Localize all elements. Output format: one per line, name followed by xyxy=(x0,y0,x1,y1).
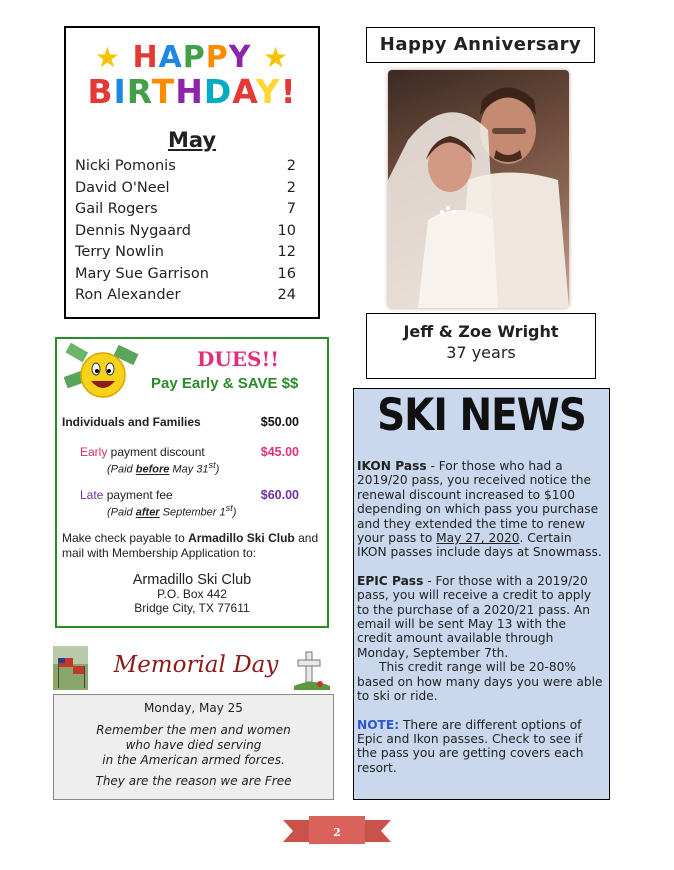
late-note-post: September 1 xyxy=(159,506,226,519)
heading-letter: Y xyxy=(228,40,252,75)
dues-instructions xyxy=(62,531,324,561)
memorial-line-4: They are the reason we are Free xyxy=(95,774,292,788)
birthday-list-item xyxy=(75,242,296,264)
birthday-list-item xyxy=(75,264,296,286)
birthday-list-item xyxy=(75,285,296,307)
anniversary-photo xyxy=(388,70,569,308)
ski-news-box xyxy=(353,388,610,800)
memorial-title: Memorial Day xyxy=(113,652,279,678)
star-icon: ★ xyxy=(262,41,290,74)
note-body: There are different options of Epic and Ikon passes. Check to see if the pass you are getting covers each resort. xyxy=(357,717,584,775)
birthday-name: Gail Rogers xyxy=(75,201,158,217)
couple-names: Jeff & Zoe Wright xyxy=(403,322,559,341)
ikon-heading: IKON Pass xyxy=(357,459,427,473)
dues-subtitle: Pay Early & SAVE $$ xyxy=(151,375,299,392)
note-paragraph xyxy=(357,718,603,776)
late-note-em: after xyxy=(135,506,160,519)
instructions-club: Armadillo Ski Club xyxy=(188,531,295,545)
late-note xyxy=(107,503,236,519)
epic-heading: EPIC Pass xyxy=(357,573,424,588)
heading-letter: A xyxy=(158,40,183,75)
heading-letter: T xyxy=(151,72,176,111)
late-amount: $60.00 xyxy=(260,488,299,502)
note-heading: NOTE: xyxy=(357,717,400,732)
birthday-list-item xyxy=(75,178,296,200)
dues-box xyxy=(55,337,329,628)
cross-icon xyxy=(294,650,330,690)
star-icon: ★ xyxy=(94,41,122,74)
ski-news-body xyxy=(357,459,603,789)
heading-letter: H xyxy=(132,40,159,75)
flag-field-icon xyxy=(53,646,88,690)
ikon-body-post: . Certain IKON passes include days at Snowmass. xyxy=(357,531,602,560)
instructions-post: and mail with Membership Application to: xyxy=(62,531,319,560)
month-heading: May xyxy=(167,128,217,152)
birthday-day: 24 xyxy=(277,287,296,303)
early-note-end: ) xyxy=(215,463,220,476)
early-note-sup: st xyxy=(208,460,216,470)
epic-body: - For those with a 2019/20 pass, you will receive a credit to apply to the purchase of a 2020/21 pass. An email will be sent May 13 with the credit amount available through Monday, September 7th. xyxy=(357,573,592,660)
dues-title: DUES!! xyxy=(197,347,280,371)
heading-letter: ! xyxy=(280,72,297,111)
memorial-text xyxy=(54,723,333,768)
birthday-name: David O'Neel xyxy=(75,179,170,196)
heading-letter: B xyxy=(87,72,114,111)
heading-letter: A xyxy=(232,72,256,111)
epic-paragraph-2: This credit range will be 20-80% based on how many days you were able to ski or ride. xyxy=(357,660,603,704)
early-note-post: May 31 xyxy=(169,463,209,476)
address-line-2: Bridge City, TX 77611 xyxy=(134,601,250,615)
birthday-box xyxy=(64,26,320,319)
late-note-sup: st xyxy=(225,503,233,513)
birthday-list-item xyxy=(75,156,296,178)
memorial-line-3: in the American armed forces. xyxy=(102,753,285,767)
birthday-day: 10 xyxy=(277,222,296,239)
birthday-list xyxy=(75,156,296,307)
birthday-day: 2 xyxy=(286,179,296,196)
birthday-heading xyxy=(66,72,318,111)
late-label xyxy=(80,488,173,502)
early-amount: $45.00 xyxy=(260,445,299,459)
memorial-line-2: who have died serving xyxy=(125,738,262,752)
anniversary-caption xyxy=(366,313,596,379)
anniversary-years: 37 years xyxy=(446,343,516,362)
individuals-label: Individuals and Families xyxy=(62,415,201,429)
birthday-name: Terry Nowlin xyxy=(75,244,164,260)
ikon-body-pre: - For those who had a 2019/20 pass, you received notice the renewal discount increased to $100 depending on which pass you purchase and they extended the time to renew your pass to xyxy=(357,459,599,546)
early-note-em: before xyxy=(135,463,170,476)
club-address xyxy=(57,573,327,615)
birthday-name: Ron Alexander xyxy=(75,287,181,303)
ikon-paragraph xyxy=(357,459,603,560)
early-note xyxy=(107,460,219,476)
late-rest: payment fee xyxy=(103,488,173,502)
heading-letter: Y xyxy=(255,72,281,111)
birthday-list-item xyxy=(75,199,296,221)
ikon-date: May 27, 2020 xyxy=(436,531,520,546)
ski-news-title: SKI NEWS xyxy=(377,389,586,442)
heading-letter: P xyxy=(205,40,229,75)
late-word: Late xyxy=(80,488,104,502)
early-word: Early xyxy=(80,445,108,459)
address-line-1: P.O. Box 442 xyxy=(157,587,227,601)
birthday-name: Mary Sue Garrison xyxy=(75,265,209,282)
birthday-day: 7 xyxy=(286,201,296,217)
early-label xyxy=(80,445,205,459)
birthday-day: 12 xyxy=(277,244,296,260)
smiley-money-icon xyxy=(63,343,143,403)
page-number: 2 xyxy=(333,826,341,839)
late-note-end: ) xyxy=(232,506,237,519)
happy-text xyxy=(132,40,251,75)
heading-letter: H xyxy=(175,72,204,111)
early-note-pre: (Paid xyxy=(107,463,136,476)
late-note-pre: (Paid xyxy=(107,506,136,519)
club-name: Armadillo Ski Club xyxy=(132,572,252,588)
birthday-name: Dennis Nygaard xyxy=(75,222,191,239)
birthday-day: 16 xyxy=(277,265,296,282)
early-rest: payment discount xyxy=(107,445,205,459)
instructions-pre: Make check payable to xyxy=(62,531,189,545)
heading-letter: P xyxy=(182,40,206,75)
birthday-name: Nicki Pomonis xyxy=(75,158,176,174)
epic-paragraph xyxy=(357,574,603,660)
birthday-list-item xyxy=(75,221,296,243)
heading-letter: I xyxy=(113,72,127,111)
heading-letter: D xyxy=(203,72,233,111)
individuals-amount: $50.00 xyxy=(260,415,299,429)
memorial-box xyxy=(53,694,334,800)
heading-letter: R xyxy=(126,72,152,111)
anniversary-title: Happy Anniversary xyxy=(366,27,595,63)
memorial-date: Monday, May 25 xyxy=(144,701,243,715)
happy-heading xyxy=(66,40,318,75)
birthday-day: 2 xyxy=(286,158,296,174)
memorial-line-1: Remember the men and women xyxy=(96,723,291,737)
